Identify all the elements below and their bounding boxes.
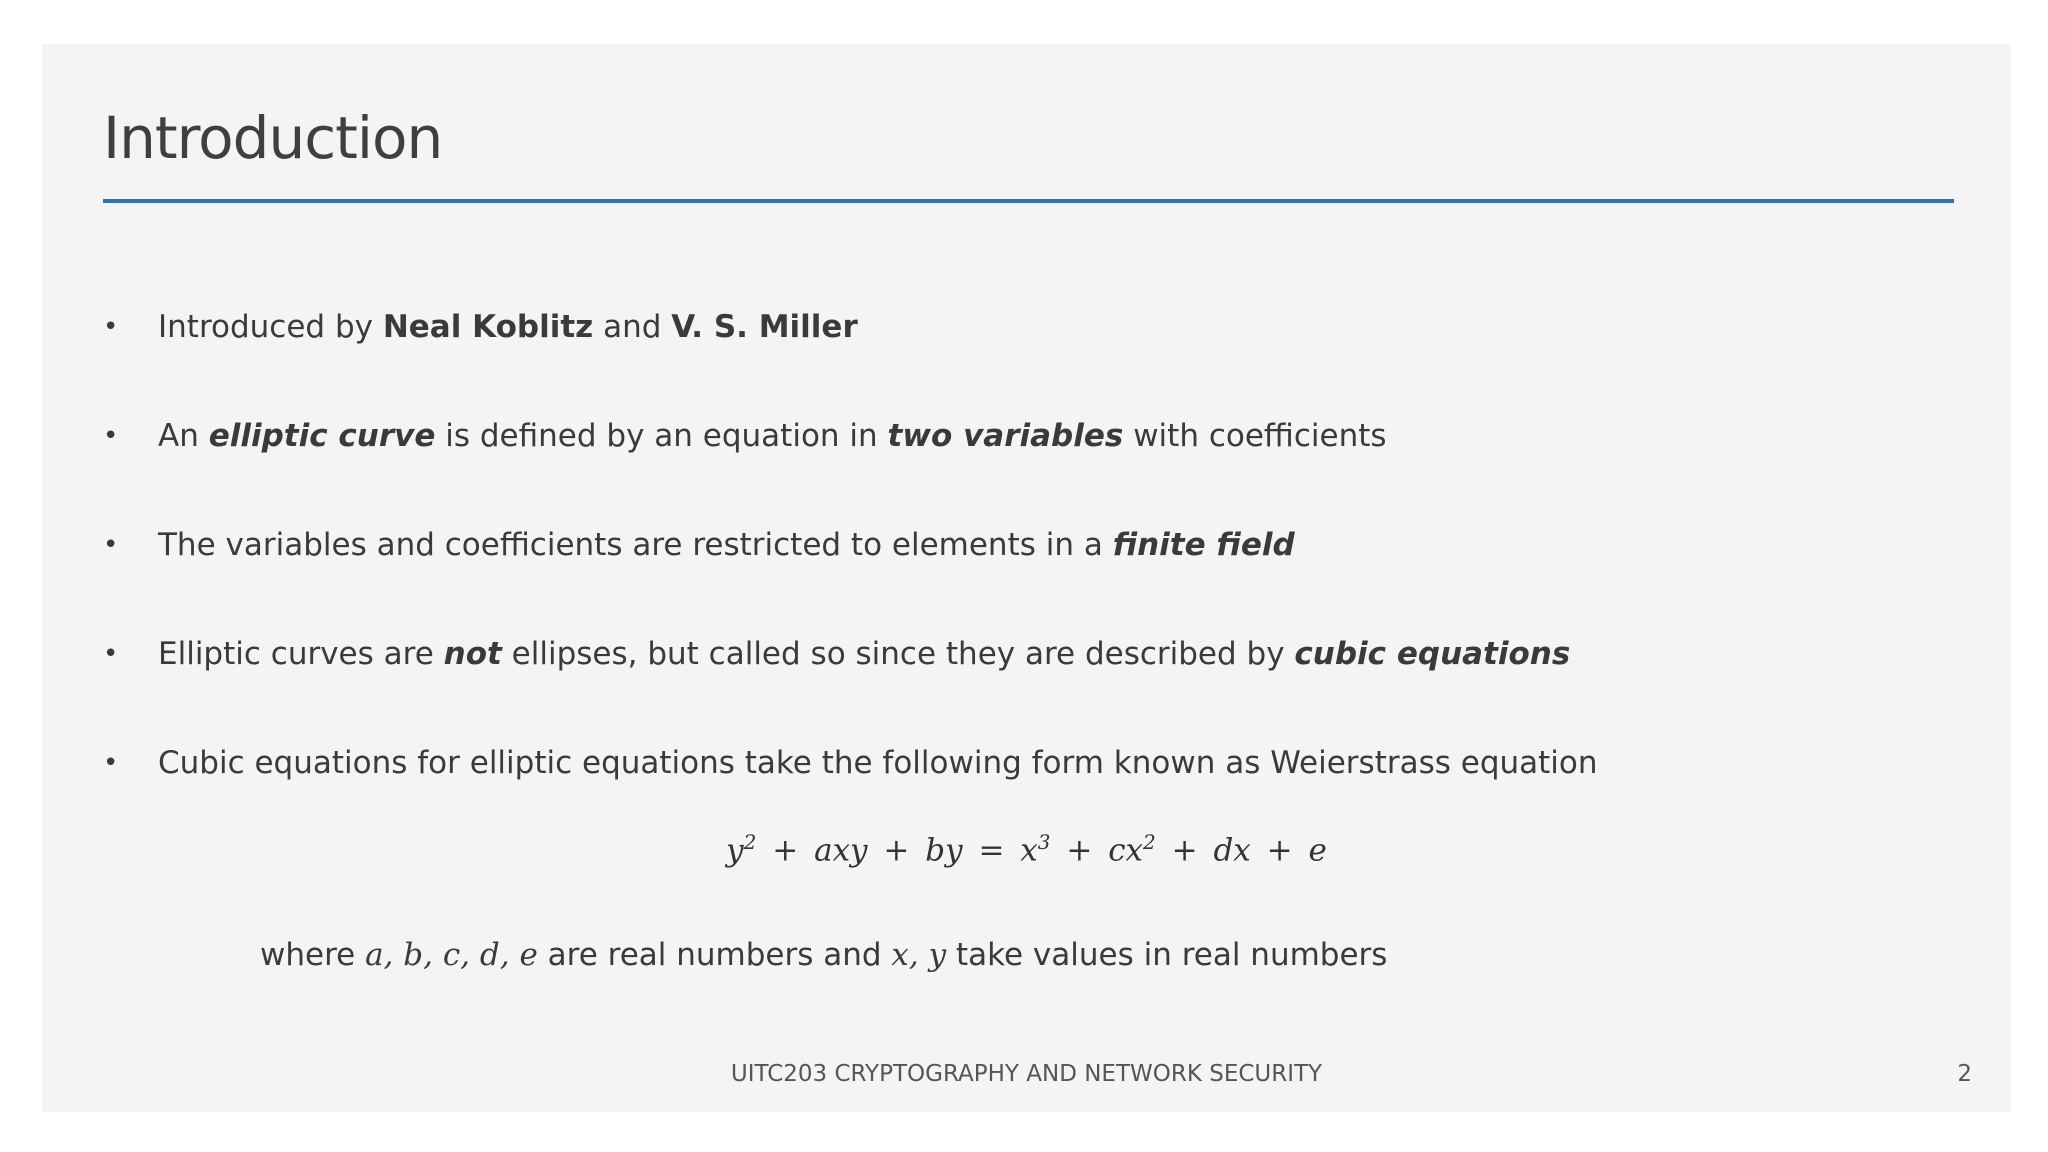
text-run: take values in real numbers [946,937,1388,973]
title-underline [103,199,1954,203]
bullet-text [158,743,1598,783]
eq-term: + dx + e [1155,832,1327,869]
text-run-bold-italic: cubic equations [1294,636,1571,672]
text-run: An [158,418,209,454]
text-run: and [593,309,672,345]
bullet-text [158,416,1387,456]
eq-exponent: 3 [1037,830,1051,854]
text-run-bold-italic: two variables [887,418,1124,454]
bullet-dot-icon: • [103,530,119,560]
bullet-dot-icon: • [103,639,119,669]
weierstrass-equation [42,830,2011,868]
text-run: Introduced by [158,309,383,345]
eq-exponent: 2 [1143,830,1156,854]
bullet-dot-icon: • [103,748,119,778]
text-run-bold: Neal Koblitz [382,309,594,345]
text-run-bold-italic: not [443,636,502,672]
text-run: The variables and coefficients are restricted to elements in a [158,527,1113,563]
text-run-bold: V. S. Miller [671,309,858,345]
eq-term: x [1020,832,1038,869]
text-run-bold-italic: elliptic curve [208,418,436,454]
equation-note [260,937,1387,973]
eq-term: y [726,832,744,869]
math-vars: a, b, c, d, e [365,937,538,973]
text-run: are real numbers and [537,937,892,973]
bullet-text [158,307,858,347]
text-run: where [260,937,366,973]
bullet-dot-icon: • [103,312,119,342]
bullet-dot-icon: • [103,421,119,451]
eq-term: + axy + by = [756,832,1021,869]
page-number: 2 [1957,1061,1972,1087]
math-vars: x, y [891,937,947,973]
slide-footer: UITC203 CRYPTOGRAPHY AND NETWORK SECURITY [730,1061,1323,1087]
text-run: with coefficients [1123,418,1387,454]
eq-exponent: 2 [743,830,757,854]
slide [42,44,2011,1112]
text-run: Cubic equations for elliptic equations take the following form known as Weierstrass equation [158,745,1598,781]
bullet-text [158,634,1570,674]
bullet-text [158,525,1295,565]
text-run-bold-italic: finite field [1112,527,1295,563]
text-run: ellipses, but called so since they are described by [501,636,1295,672]
eq-term: + cx [1050,832,1144,869]
slide-title: Introduction [103,104,443,172]
text-run: is defined by an equation in [435,418,888,454]
text-run: Elliptic curves are [158,636,444,672]
